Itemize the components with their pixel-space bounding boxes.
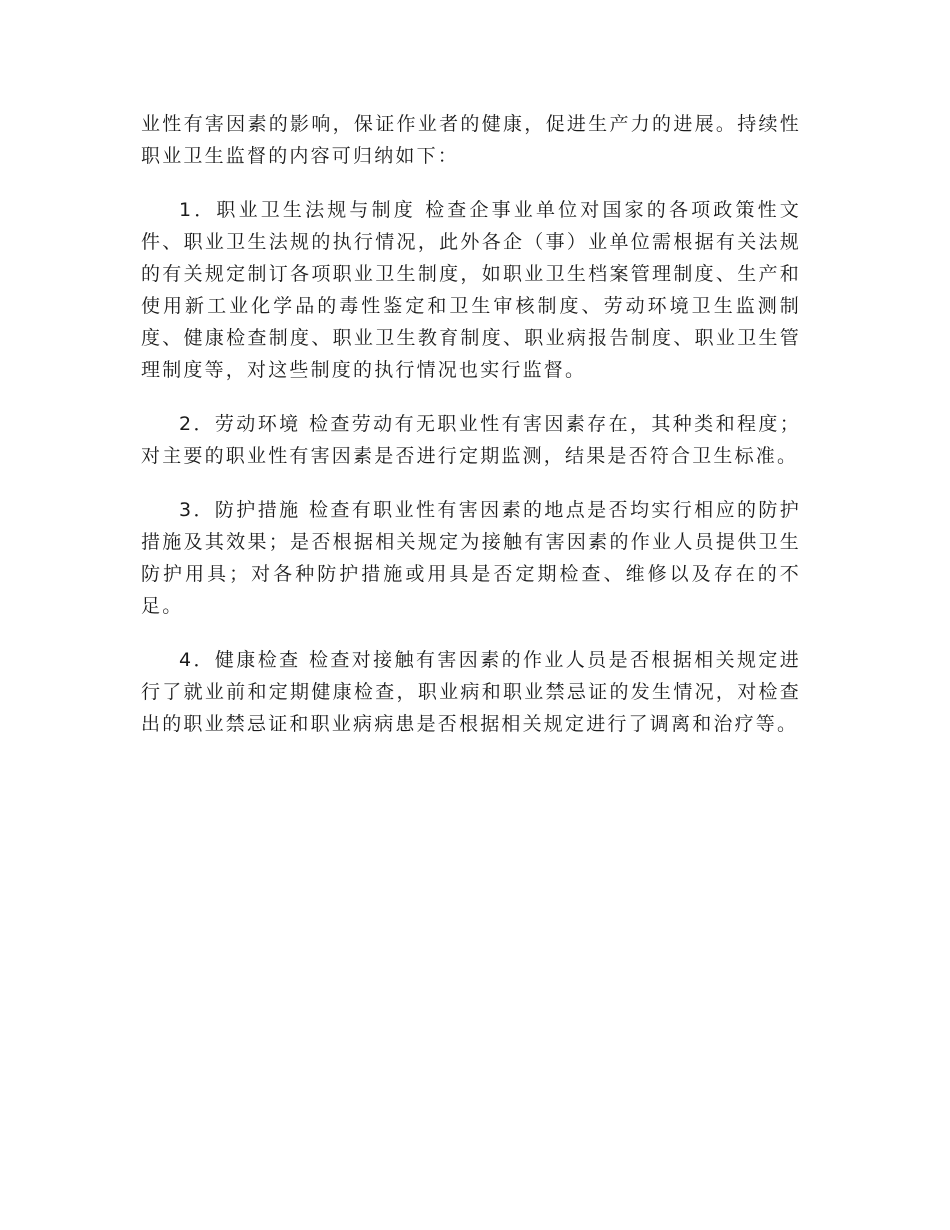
item-heading: 防护措施 bbox=[214, 499, 301, 521]
item-body: 检查有职业性有害因素的地点是否均实行相应的防护措施及其效果；是否根据相关规定为接触有害因素的作业人员提供卫生防护用具；对各种防护措施或用具是否定期检查、维修以及存在的不足。 bbox=[141, 499, 801, 617]
item-number: 2． bbox=[179, 413, 215, 435]
lead-paragraph: 业性有害因素的影响，保证作业者的健康，促进生产力的进展。持续性职业卫生监督的内容可归纳如下： bbox=[141, 113, 801, 167]
item-paragraph-4 bbox=[141, 644, 801, 740]
item-body: 检查对接触有害因素的作业人员是否根据相关规定进行了就业前和定期健康检查，职业病和职业禁忌证的发生情况，对检查出的职业禁忌证和职业病病患是否根据相关规定进行了调离和治疗等。 bbox=[141, 649, 801, 735]
item-number: 1． bbox=[179, 199, 217, 221]
document-body bbox=[141, 108, 801, 762]
item-heading: 劳动环境 bbox=[214, 413, 301, 435]
item-number: 4． bbox=[179, 649, 215, 671]
item-number: 3． bbox=[179, 499, 215, 521]
item-paragraph-3 bbox=[141, 494, 801, 622]
item-body: 检查劳动有无职业性有害因素存在，其种类和程度；对主要的职业性有害因素是否进行定期监测，结果是否符合卫生标准。 bbox=[141, 413, 801, 467]
item-heading: 职业卫生法规与制度 bbox=[216, 199, 416, 221]
item-body: 检查企事业单位对国家的各项政策性文件、职业卫生法规的执行情况，此外各企（事）业单位需根据有关法规的有关规定制订各项职业卫生制度，如职业卫生档案管理制度、生产和使用新工业化学品的毒性鉴定和卫生审核制度、劳动环境卫生监测制度、健康检查制度、职业卫生教育制度、职业病报告制度、职业卫生管理制度等，对这些制度的执行情况也实行监督。 bbox=[141, 199, 801, 381]
item-paragraph-1 bbox=[141, 194, 801, 386]
item-heading: 健康检查 bbox=[214, 649, 301, 671]
item-paragraph-2 bbox=[141, 408, 801, 472]
